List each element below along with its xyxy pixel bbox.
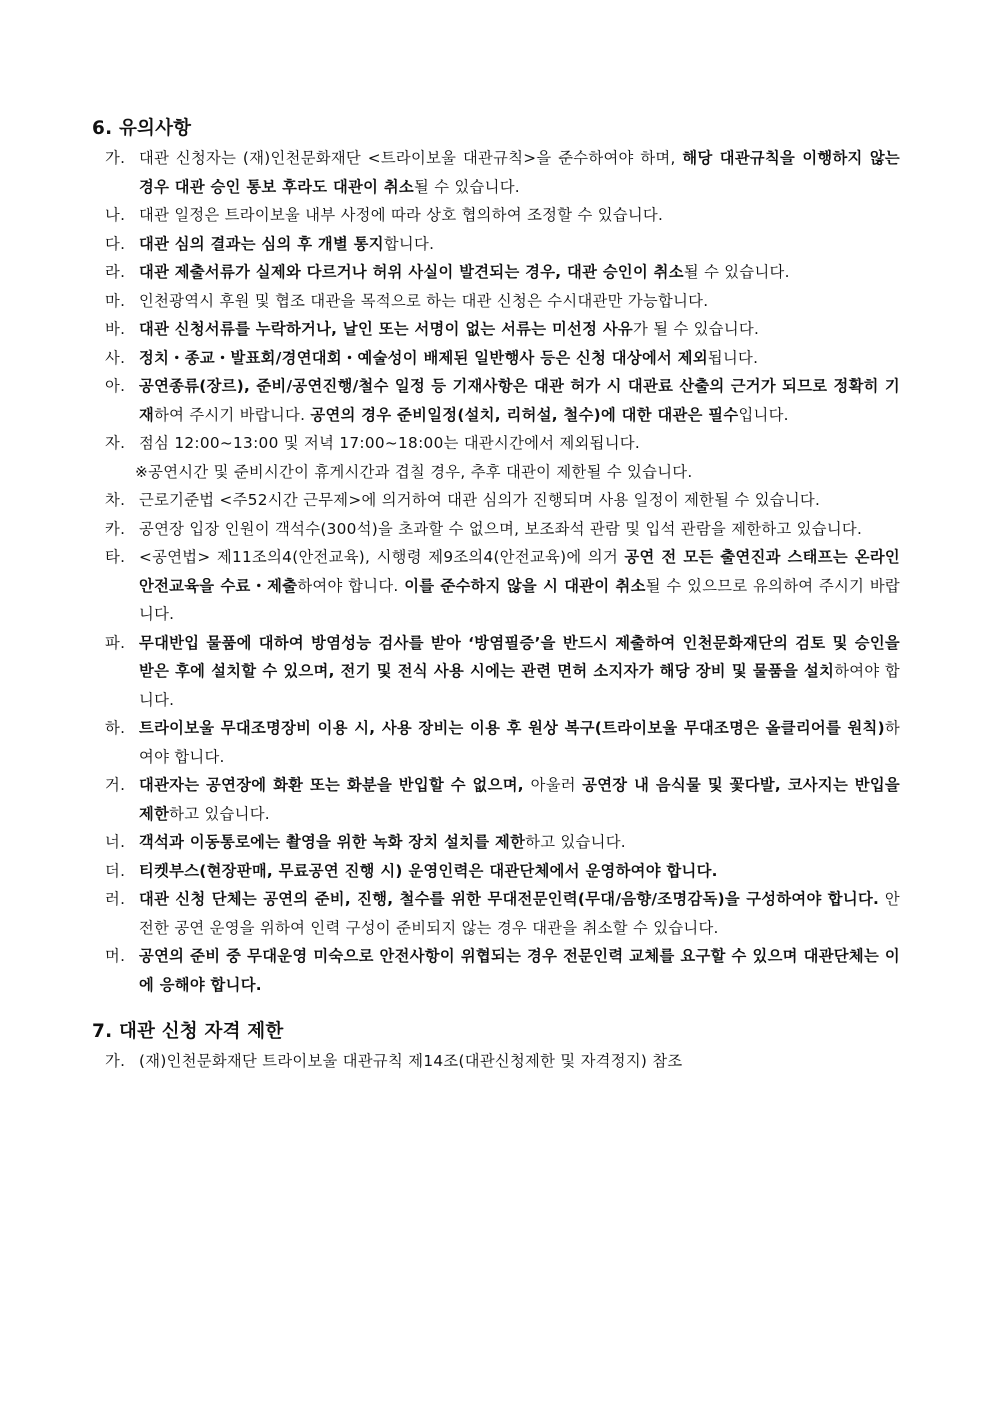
emphasized-text: 무대반입 물품에 대하여 방염성능 검사를 받아 ‘방염필증’을 반드시 제출하여 인천문화재단의 검토 및 승인을 받은 후에 설치할 수 있으며, 전기 및 전식 사용 시에는 관련 면허 소지자가 해당 장비 및 물품을 설치 [139, 633, 900, 680]
emphasized-text: 객석과 이동통로에는 촬영을 위한 녹화 장치 설치를 제한 [139, 833, 526, 851]
list-item-marker: 다. [105, 234, 126, 253]
list-item-marker: 타. [105, 548, 126, 566]
body-text: 하여야 합니다. [139, 662, 900, 709]
list-item [92, 629, 900, 715]
body-text: (재)인천문화재단 트라이보울 대관규칙 제14조(대관신청제한 및 자격정지) 참조 [139, 1052, 683, 1070]
body-text: 될 수 있으므로 유의하여 주시기 바랍니다. [139, 576, 900, 623]
body-text: 될 수 있습니다. [683, 263, 790, 281]
emphasized-text: 대관 신청서류를 누락하거나, 날인 또는 서명이 없는 서류는 미선정 사유 [139, 320, 633, 338]
section-eligibility-restriction [92, 1017, 900, 1076]
list-item [92, 885, 900, 942]
list-item-marker: 바. [105, 320, 126, 338]
emphasized-text: 정치・종교・발표회/경연대회・예술성이 배제된 일반행사 등은 신청 대상에서 제외 [139, 348, 708, 367]
body-text: 공연장 입장 인원이 객석수(300석)을 초과할 수 없으며, 보조좌석 관람 및 입석 관람을 제한하고 있습니다. [139, 519, 863, 538]
list-item [92, 230, 900, 259]
list-item-marker: 차. [105, 491, 126, 509]
list-item-marker: 하. [105, 719, 126, 737]
emphasized-text: 대관 신청 단체는 공연의 준비, 진행, 철수를 위한 무대전문인력(무대/음향/조명감독)을 구성하여야 합니다. [139, 890, 880, 908]
section-heading: 6. 유의사항 [92, 118, 192, 139]
item-list [92, 1047, 900, 1076]
list-item [92, 942, 900, 999]
body-text: 하여야 합니다. [297, 576, 405, 595]
list-item-marker: 파. [105, 633, 126, 652]
body-text: 하고 있습니다. [169, 804, 270, 823]
list-item [92, 287, 900, 316]
list-item [92, 344, 900, 373]
emphasized-text: 해당 대관규칙을 이행하지 않는 경우 대관 승인 통보 후라도 대관이 취소 [139, 149, 900, 196]
emphasized-text: 공연의 경우 준비일정(설치, 리허설, 철수)에 대한 대관은 필수 [310, 405, 739, 424]
body-text: 하고 있습니다. [525, 833, 626, 851]
list-item-marker: 너. [105, 833, 126, 851]
body-text: <공연법> 제11조의4(안전교육), 시행령 제9조의4(안전교육)에 의거 [139, 548, 625, 566]
body-text: 근로기준법 <주52시간 근무제>에 의거하여 대관 심의가 진행되며 사용 일정이 제한될 수 있습니다. [139, 491, 821, 509]
list-item-marker: 가. [105, 149, 126, 167]
body-text: 안전한 공연 운영을 위하여 인력 구성이 준비되지 않는 경우 대관을 취소할 수 있습니다. [139, 890, 900, 937]
list-item [92, 144, 900, 201]
list-item-marker: 나. [105, 206, 126, 224]
list-item [92, 1047, 900, 1076]
list-item-marker: 거. [105, 776, 126, 794]
list-item-marker: 가. [105, 1052, 126, 1070]
emphasized-text: 공연 전 모든 출연진과 스태프는 온라인 안전교육을 수료・제출 [139, 548, 900, 595]
section-precautions [92, 114, 900, 999]
document-page [92, 114, 900, 1076]
item-list [92, 144, 900, 999]
list-item-marker: 더. [105, 861, 126, 880]
list-item-marker: 아. [105, 377, 126, 395]
emphasized-text: 대관 제출서류가 실제와 다르거나 허위 사실이 발견되는 경우, 대관 승인이 취소 [139, 263, 684, 281]
list-item [92, 828, 900, 857]
list-item-marker: 러. [105, 890, 126, 908]
list-item [92, 429, 900, 458]
body-text: 대관 일정은 트라이보울 내부 사정에 따라 상호 협의하여 조정할 수 있습니다. [139, 206, 664, 224]
list-item-marker: 자. [105, 434, 126, 452]
list-item-marker: 라. [105, 263, 126, 281]
emphasized-text: 대관 심의 결과는 심의 후 개별 통지 [139, 234, 384, 253]
list-item [92, 543, 900, 629]
emphasized-text: 티켓부스(현장판매, 무료공연 진행 시) 운영인력은 대관단체에서 운영하여야 합니다. [139, 861, 718, 880]
list-item [92, 486, 900, 515]
list-item [92, 714, 900, 771]
emphasized-text: 공연종류(장르), 준비/공연진행/철수 일정 등 기재사항은 대관 허가 시 대관료 산출의 근거가 되므로 정확히 기재 [139, 377, 900, 424]
body-text: 하여 주시기 바랍니다. [154, 405, 311, 424]
list-item [92, 771, 900, 828]
list-item-marker: 머. [105, 947, 126, 965]
body-text: 됩니다. [707, 348, 759, 367]
list-item-note: ※공연시간 및 준비시간이 휴게시간과 겹칠 경우, 추후 대관이 제한될 수 있습니다. [135, 462, 693, 481]
list-item [92, 372, 900, 429]
list-item-marker: 카. [105, 519, 126, 538]
list-item [92, 201, 900, 230]
body-text: 가 될 수 있습니다. [632, 320, 760, 338]
emphasized-text: 공연장 내 음식물 및 꽃다발, 코사지는 반입을 제한 [139, 776, 900, 823]
body-text: 인천광역시 후원 및 협조 대관을 목적으로 하는 대관 신청은 수시대관만 가능합니다. [139, 291, 709, 310]
body-text: 합니다. [383, 234, 435, 253]
emphasized-text: 공연의 준비 중 무대운영 미숙으로 안전사항이 위협되는 경우 전문인력 교체를 요구할 수 있으며 대관단체는 이에 응해야 합니다. [139, 947, 900, 994]
list-item-marker: 마. [105, 291, 126, 310]
list-item [92, 258, 900, 287]
body-text: 입니다. [738, 405, 789, 424]
section-heading: 7. 대관 신청 자격 제한 [92, 1021, 284, 1042]
body-text: 하여야 합니다. [139, 719, 900, 766]
body-text: 아울러 [530, 776, 583, 794]
list-item [92, 315, 900, 344]
body-text: 될 수 있습니다. [413, 177, 520, 196]
list-item [92, 857, 900, 886]
emphasized-text: 대관자는 공연장에 화환 또는 화분을 반입할 수 없으며, [139, 776, 531, 794]
list-item [92, 515, 900, 544]
body-text: 대관 신청자는 (재)인천문화재단 <트라이보울 대관규칙>을 준수하여야 하며, [139, 149, 683, 167]
emphasized-text: 이를 준수하지 않을 시 대관이 취소 [404, 576, 646, 595]
emphasized-text: 트라이보울 무대조명장비 이용 시, 사용 장비는 이용 후 원상 복구(트라이보울 무대조명은 올클리어를 원칙) [139, 719, 885, 737]
list-item-marker: 사. [105, 348, 126, 367]
body-text: 점심 12:00~13:00 및 저녁 17:00~18:00는 대관시간에서 제외됩니다. [139, 434, 641, 452]
